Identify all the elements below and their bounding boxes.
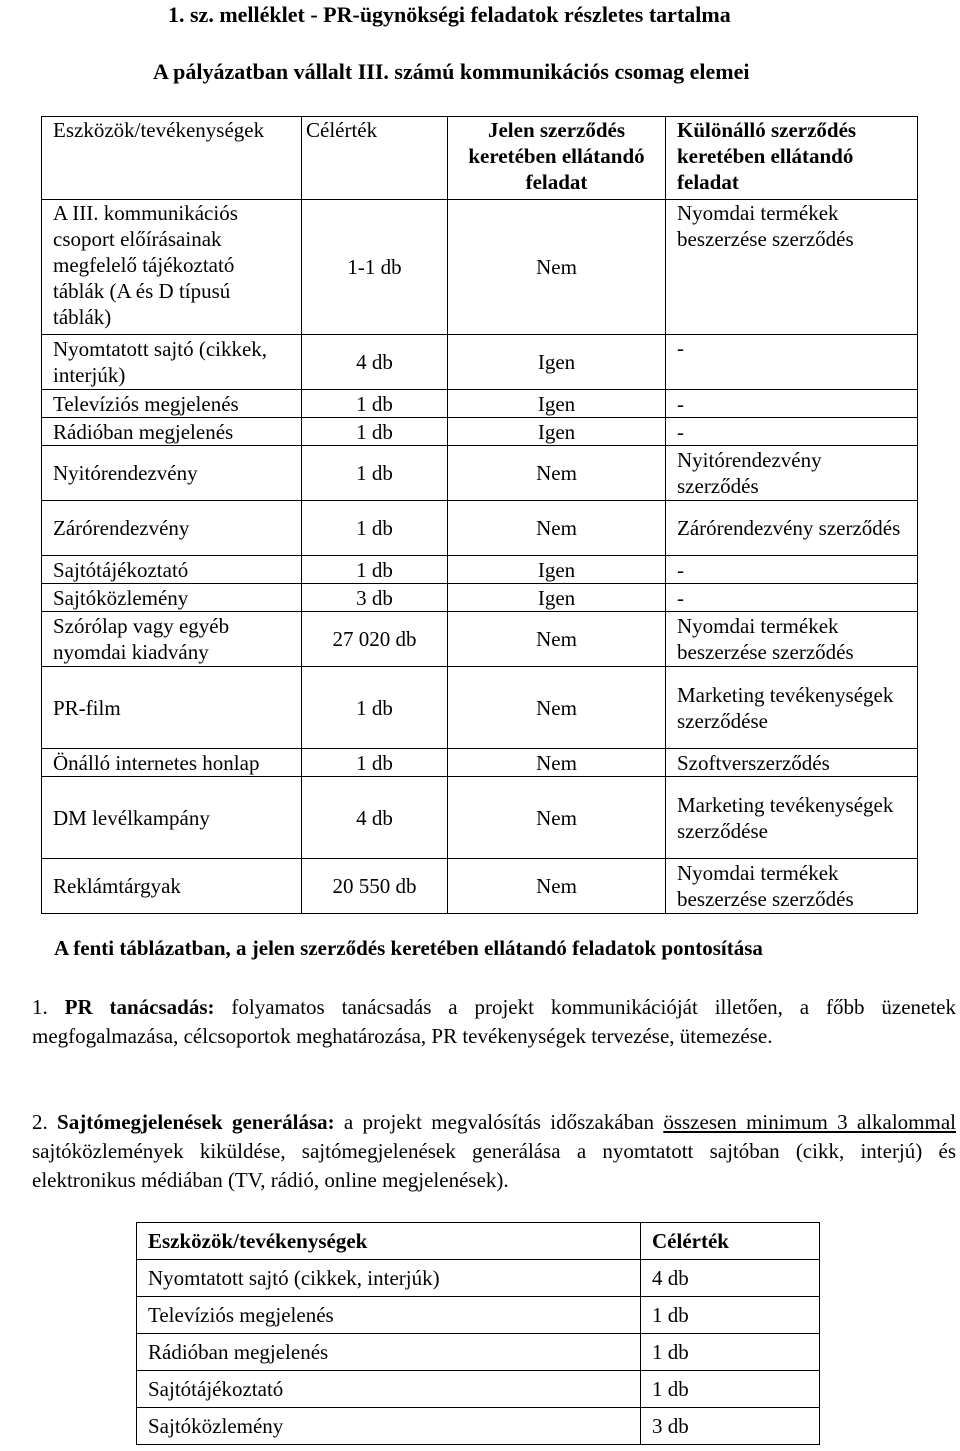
cell-current: Nem [448, 501, 666, 556]
cell-target: 1 db [302, 556, 448, 584]
cell-separate: Zárórendezvény szerződés [666, 501, 918, 556]
cell-separate: Nyomdai termékek beszerzése szerződés [666, 200, 918, 335]
cell-separate: - [666, 335, 918, 390]
cell-target: 1 db [302, 667, 448, 749]
cell-tool: A III. kommunikációs csoport előírásainak megfelelő tájékoztató táblák (A és D típusú táblák) [42, 200, 302, 335]
cell-tool: Rádióban megjelenés [42, 418, 302, 446]
cell-separate: - [666, 584, 918, 612]
table-row [42, 667, 918, 749]
cell-separate: Szoftverszerződés [666, 749, 918, 777]
cell-current: Igen [448, 584, 666, 612]
cell-target: 3 db [641, 1408, 820, 1445]
cell-current: Igen [448, 335, 666, 390]
table-row [42, 390, 918, 418]
cell-tool: Zárórendezvény [42, 501, 302, 556]
cell-separate: - [666, 556, 918, 584]
cell-target: 1-1 db [302, 200, 448, 335]
cell-current: Nem [448, 446, 666, 501]
cell-target: 20 550 db [302, 859, 448, 914]
table-row [137, 1334, 820, 1371]
header-separate-contract: Különálló szerződés keretében ellátandó feladat [666, 117, 918, 200]
cell-target: 27 020 db [302, 612, 448, 667]
cell-target: 1 db [302, 446, 448, 501]
item-underlined-text: összesen minimum 3 alkalommal [663, 1110, 956, 1134]
cell-tool: Sajtótájékoztató [137, 1371, 641, 1408]
item-text-before: a projekt megvalósítás időszakában [334, 1110, 664, 1134]
cell-current: Nem [448, 612, 666, 667]
table-row [42, 859, 918, 914]
cell-target: 1 db [641, 1371, 820, 1408]
cell-target: 1 db [302, 749, 448, 777]
cell-separate: Nyomdai termékek beszerzése szerződés [666, 612, 918, 667]
header-target: Célérték [641, 1223, 820, 1260]
cell-target: 1 db [302, 418, 448, 446]
cell-target: 1 db [302, 390, 448, 418]
cell-current: Nem [448, 749, 666, 777]
document-title: 1. sz. melléklet - PR-ügynökségi feladatok részletes tartalma [168, 2, 731, 27]
cell-target: 1 db [302, 501, 448, 556]
table-row [137, 1260, 820, 1297]
table-row [42, 556, 918, 584]
cell-separate: Marketing tevékenységek szerződése [666, 777, 918, 859]
cell-separate: - [666, 390, 918, 418]
table-row [42, 749, 918, 777]
item-title: Sajtómegjelenések generálása: [57, 1110, 335, 1134]
table-row [42, 200, 918, 335]
item-text: folyamatos tanácsadás a projekt kommunikációját illetően, a főbb üzenetek megfogalmazása, célcsoportok meghatározása, PR tevékenységek tervezése, ütemezése. [32, 995, 956, 1048]
table-header-row [137, 1223, 820, 1260]
item-text-after: sajtóközlemények kiküldése, sajtómegjelenések generálása a nyomtatott sajtóban (cikk, interjú) és elektronikus médiában (TV, rádió, online megjelenések). [32, 1139, 956, 1192]
cell-tool: Önálló internetes honlap [42, 749, 302, 777]
cell-tool: Szórólap vagy egyéb nyomdai kiadvány [42, 612, 302, 667]
cell-tool: PR-film [42, 667, 302, 749]
cell-target: 4 db [302, 335, 448, 390]
item-number: 1. [32, 995, 48, 1019]
table-row [42, 612, 918, 667]
press-targets-table [136, 1222, 820, 1445]
table-row [137, 1297, 820, 1334]
table-row [42, 501, 918, 556]
cell-target: 3 db [302, 584, 448, 612]
cell-tool: Nyitórendezvény [42, 446, 302, 501]
table-header-row [42, 117, 918, 200]
cell-target: 4 db [302, 777, 448, 859]
cell-current: Igen [448, 556, 666, 584]
header-tools: Eszközök/tevékenységek [42, 117, 302, 200]
cell-tool: Reklámtárgyak [42, 859, 302, 914]
table-row [42, 446, 918, 501]
cell-tool: DM levélkampány [42, 777, 302, 859]
communication-elements-table [41, 116, 918, 914]
cell-tool: Televíziós megjelenés [42, 390, 302, 418]
cell-target: 4 db [641, 1260, 820, 1297]
tasks-subtitle: A fenti táblázatban, a jelen szerződés keretében ellátandó feladatok pontosítása [54, 936, 763, 960]
table-row [137, 1371, 820, 1408]
cell-current: Nem [448, 777, 666, 859]
cell-tool: Sajtóközlemény [137, 1408, 641, 1445]
item-number: 2. [32, 1110, 48, 1134]
cell-separate: Nyitórendezvény szerződés [666, 446, 918, 501]
table-row [42, 418, 918, 446]
cell-separate: Marketing tevékenységek szerződése [666, 667, 918, 749]
cell-current: Nem [448, 859, 666, 914]
table-row [42, 777, 918, 859]
list-item-press-coverage [32, 1108, 956, 1195]
table-row [137, 1408, 820, 1445]
cell-current: Nem [448, 667, 666, 749]
table-row [42, 335, 918, 390]
cell-current: Igen [448, 390, 666, 418]
header-current-contract: Jelen szerződés keretében ellátandó feladat [448, 117, 666, 200]
table-row [42, 584, 918, 612]
cell-separate: Nyomdai termékek beszerzése szerződés [666, 859, 918, 914]
cell-tool: Sajtótájékoztató [42, 556, 302, 584]
cell-tool: Televíziós megjelenés [137, 1297, 641, 1334]
cell-current: Nem [448, 200, 666, 335]
cell-tool: Nyomtatott sajtó (cikkek, interjúk) [42, 335, 302, 390]
header-tools: Eszközök/tevékenységek [137, 1223, 641, 1260]
list-item-pr-consulting [32, 993, 956, 1051]
cell-tool: Nyomtatott sajtó (cikkek, interjúk) [137, 1260, 641, 1297]
cell-target: 1 db [641, 1297, 820, 1334]
cell-tool: Rádióban megjelenés [137, 1334, 641, 1371]
header-target: Célérték [302, 117, 448, 200]
cell-separate: - [666, 418, 918, 446]
cell-current: Igen [448, 418, 666, 446]
section-title: A pályázatban vállalt III. számú kommunikációs csomag elemei [153, 59, 750, 84]
item-title: PR tanácsadás: [64, 995, 215, 1019]
cell-target: 1 db [641, 1334, 820, 1371]
cell-tool: Sajtóközlemény [42, 584, 302, 612]
